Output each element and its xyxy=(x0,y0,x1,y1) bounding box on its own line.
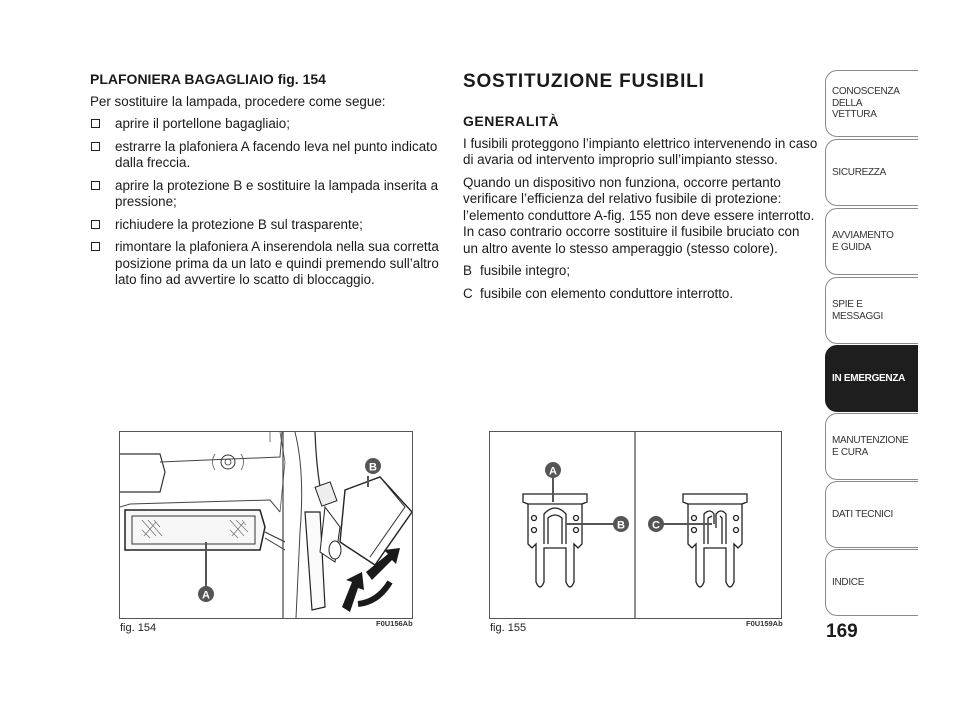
left-column xyxy=(90,71,440,295)
callout-a-label: A xyxy=(202,589,210,602)
section-heading-plafoniera: PLAFONIERA BAGAGLIAIO fig. 154 xyxy=(90,71,326,87)
figure-code: F0U159Ab xyxy=(746,619,783,628)
page-number: 169 xyxy=(826,621,858,642)
callout-b-label: B xyxy=(369,461,377,474)
tab-dati-tecnici[interactable]: DATI TECNICI xyxy=(825,481,918,548)
figure-caption: fig. 155 xyxy=(490,622,527,634)
legend-item: B fusibile integro; xyxy=(463,263,571,278)
tab-avviamento-e-guida[interactable]: AVVIAMENTO E GUIDA xyxy=(825,208,918,275)
figure-155 xyxy=(489,431,782,619)
legend-item: C fusibile con elemento conduttore interrotto. xyxy=(463,285,734,301)
intro-text: Per sostituire la lampada, procedere come segue: xyxy=(90,93,386,109)
list-item: aprire il portellone bagagliaio; xyxy=(90,116,440,133)
checkbox-bullet-icon xyxy=(91,181,100,190)
callout-b-label: B xyxy=(617,519,625,532)
paragraph: Quando un dispositivo non funziona, occorre pertanto verificare l’efficienza del relativo fusibile di protezione: l’elemento conduttore A-fig. 155 non deve essere interrotto. In caso contrario occorre sostituire il fusibile bruciato con un altro avente lo stesso amperaggio (stesso colore). xyxy=(463,174,815,256)
figure-154 xyxy=(119,431,413,619)
right-column xyxy=(463,71,818,308)
checkbox-bullet-icon xyxy=(91,220,100,229)
list-item: rimontare la plafoniera A inserendola nella sua corretta posizione prima da un lato e quindi premendo sull’altro lato fino ad avvertire lo scatto di bloccaggio. xyxy=(90,239,440,289)
figure-caption: fig. 154 xyxy=(120,622,157,634)
list-item: aprire la protezione B e sostituire la lampada inserita a pressione; xyxy=(90,178,440,211)
callout-a-label: A xyxy=(549,465,557,478)
checkbox-bullet-icon xyxy=(91,119,100,128)
callout-c-label: C xyxy=(652,519,660,532)
courtesy-lamp-illustration xyxy=(120,432,412,618)
subsection-heading: GENERALITÀ xyxy=(463,113,559,129)
list-item: estrarre la plafoniera A facendo leva nel punto indicato dalla freccia. xyxy=(90,139,440,172)
tab-manutenzione-e-cura[interactable]: MANUTENZIONE E CURA xyxy=(825,413,918,480)
checkbox-bullet-icon xyxy=(91,142,100,151)
steps-list xyxy=(90,116,440,289)
tab-conoscenza-della-vettura[interactable]: CONOSCENZA DELLA VETTURA xyxy=(825,70,918,137)
tab-indice[interactable]: INDICE xyxy=(825,549,918,616)
page-title: SOSTITUZIONE FUSIBILI xyxy=(463,71,705,92)
checkbox-bullet-icon xyxy=(91,242,100,251)
list-item: richiudere la protezione B sul trasparente; xyxy=(90,217,440,234)
fuse-illustration xyxy=(490,432,781,618)
tab-in-emergenza[interactable]: IN EMERGENZA xyxy=(825,345,918,412)
figure-code: F0U156Ab xyxy=(376,619,413,628)
paragraph: I fusibili proteggono l’impianto elettrico intervenendo in caso di avaria od intervento improprio sull’impianto stesso. xyxy=(463,135,818,167)
tab-spie-e-messaggi[interactable]: SPIE E MESSAGGI xyxy=(825,277,918,344)
tab-sicurezza[interactable]: SICUREZZA xyxy=(825,139,918,206)
